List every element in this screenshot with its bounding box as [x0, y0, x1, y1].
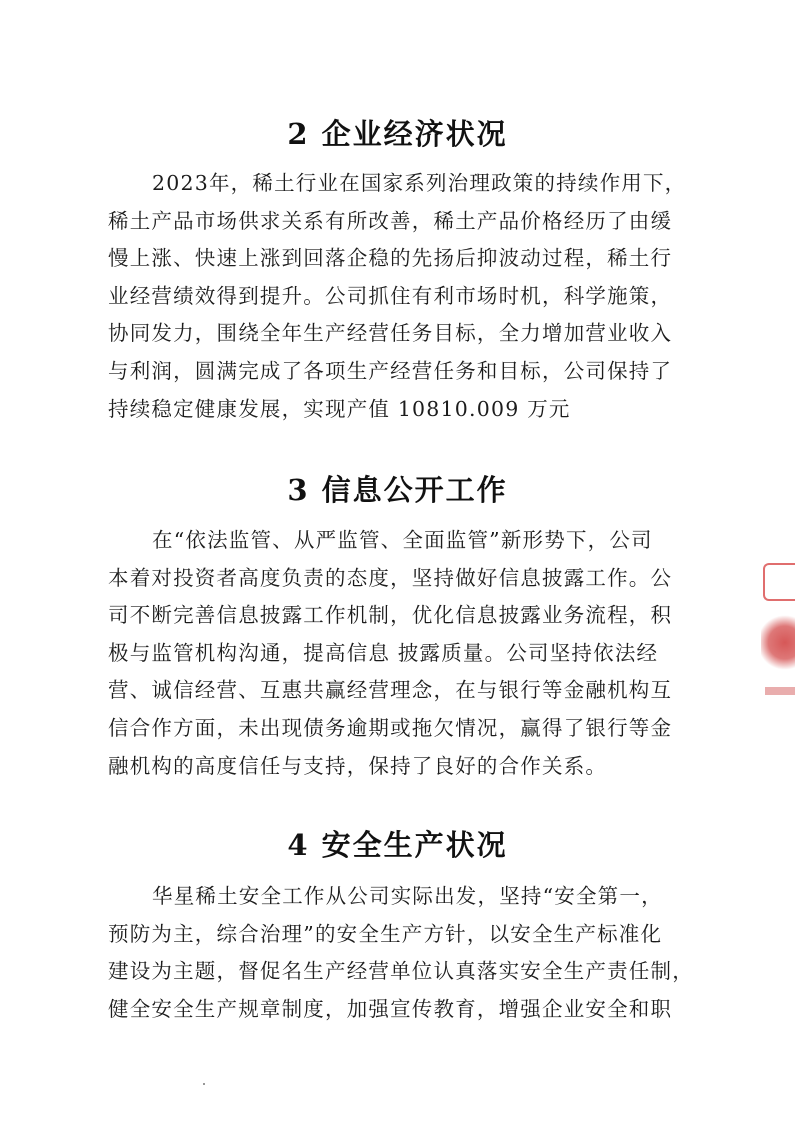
paragraph-line: 协同发力，围绕全年生产经营任务目标，全力增加营业收入 [108, 321, 673, 346]
seal-stamp-mark [765, 687, 795, 695]
section-3-paragraph [108, 522, 688, 785]
section-heading-2: 2 企业经济状况 [287, 117, 508, 151]
paragraph-line: 预防为主，综合治理”的安全生产方针，以安全生产标准化 [108, 921, 663, 946]
paragraph-line: 在“依法监管、从严监管、全面监管”新形势下，公司 [152, 528, 653, 552]
paragraph-line: 建设为主题，督促名生产经营单位认真落实安全生产责任制， [108, 959, 694, 984]
section-heading-4: 4 安全生产状况 [287, 828, 508, 862]
paragraph-line: 营、诚信经营、互惠共赢经营理念，在与银行等金融机构互 [108, 678, 673, 703]
paragraph-line: 华星稀土安全工作从公司实际出发，坚持“安全第一， [152, 884, 663, 908]
section-heading-3: 3 信息公开工作 [287, 473, 508, 507]
paragraph-line: 2023年，稀土行业在国家系列治理政策的持续作用下， [152, 171, 687, 195]
paragraph-line: 信合作方面，未出现债务逾期或拖欠情况，赢得了银行等金 [108, 715, 673, 740]
section-4-paragraph [108, 878, 694, 1028]
paragraph-line: 与利润，圆满完成了各项生产经营任务和目标，公司保持了 [108, 358, 673, 383]
section-2-paragraph [108, 165, 688, 428]
paragraph-line: 稀土产品市场供求关系有所改善，稀土产品价格经历了由缓 [108, 208, 673, 233]
paragraph-line: 业经营绩效得到提升。公司抓住有利市场时机，科学施策， [108, 283, 673, 308]
paragraph-line: 慢上涨、快速上涨到回落企稳的先扬后抑波动过程，稀土行 [108, 246, 673, 271]
paragraph-line: 持续稳定健康发展，实现产值 10810.009 万元 [108, 396, 571, 421]
paragraph-line: 司不断完善信息披露工作机制，优化信息披露业务流程，积 [108, 603, 673, 628]
paragraph-line: 本着对投资者高度负责的态度，坚持做好信息披露工作。公 [108, 565, 673, 590]
paragraph-line: 健全安全生产规章制度，加强宣传教育，增强企业安全和职 [108, 996, 673, 1021]
scan-speck [203, 1083, 205, 1085]
paragraph-line: 极与监管机构沟通，提高信息 披露质量。公司坚持依法经 [108, 640, 659, 665]
seal-stamp-mark [761, 615, 795, 670]
seal-stamp-edge [755, 555, 795, 730]
seal-stamp-mark [763, 563, 795, 601]
paragraph-line: 融机构的高度信任与支持，保持了良好的合作关系。 [108, 753, 608, 778]
